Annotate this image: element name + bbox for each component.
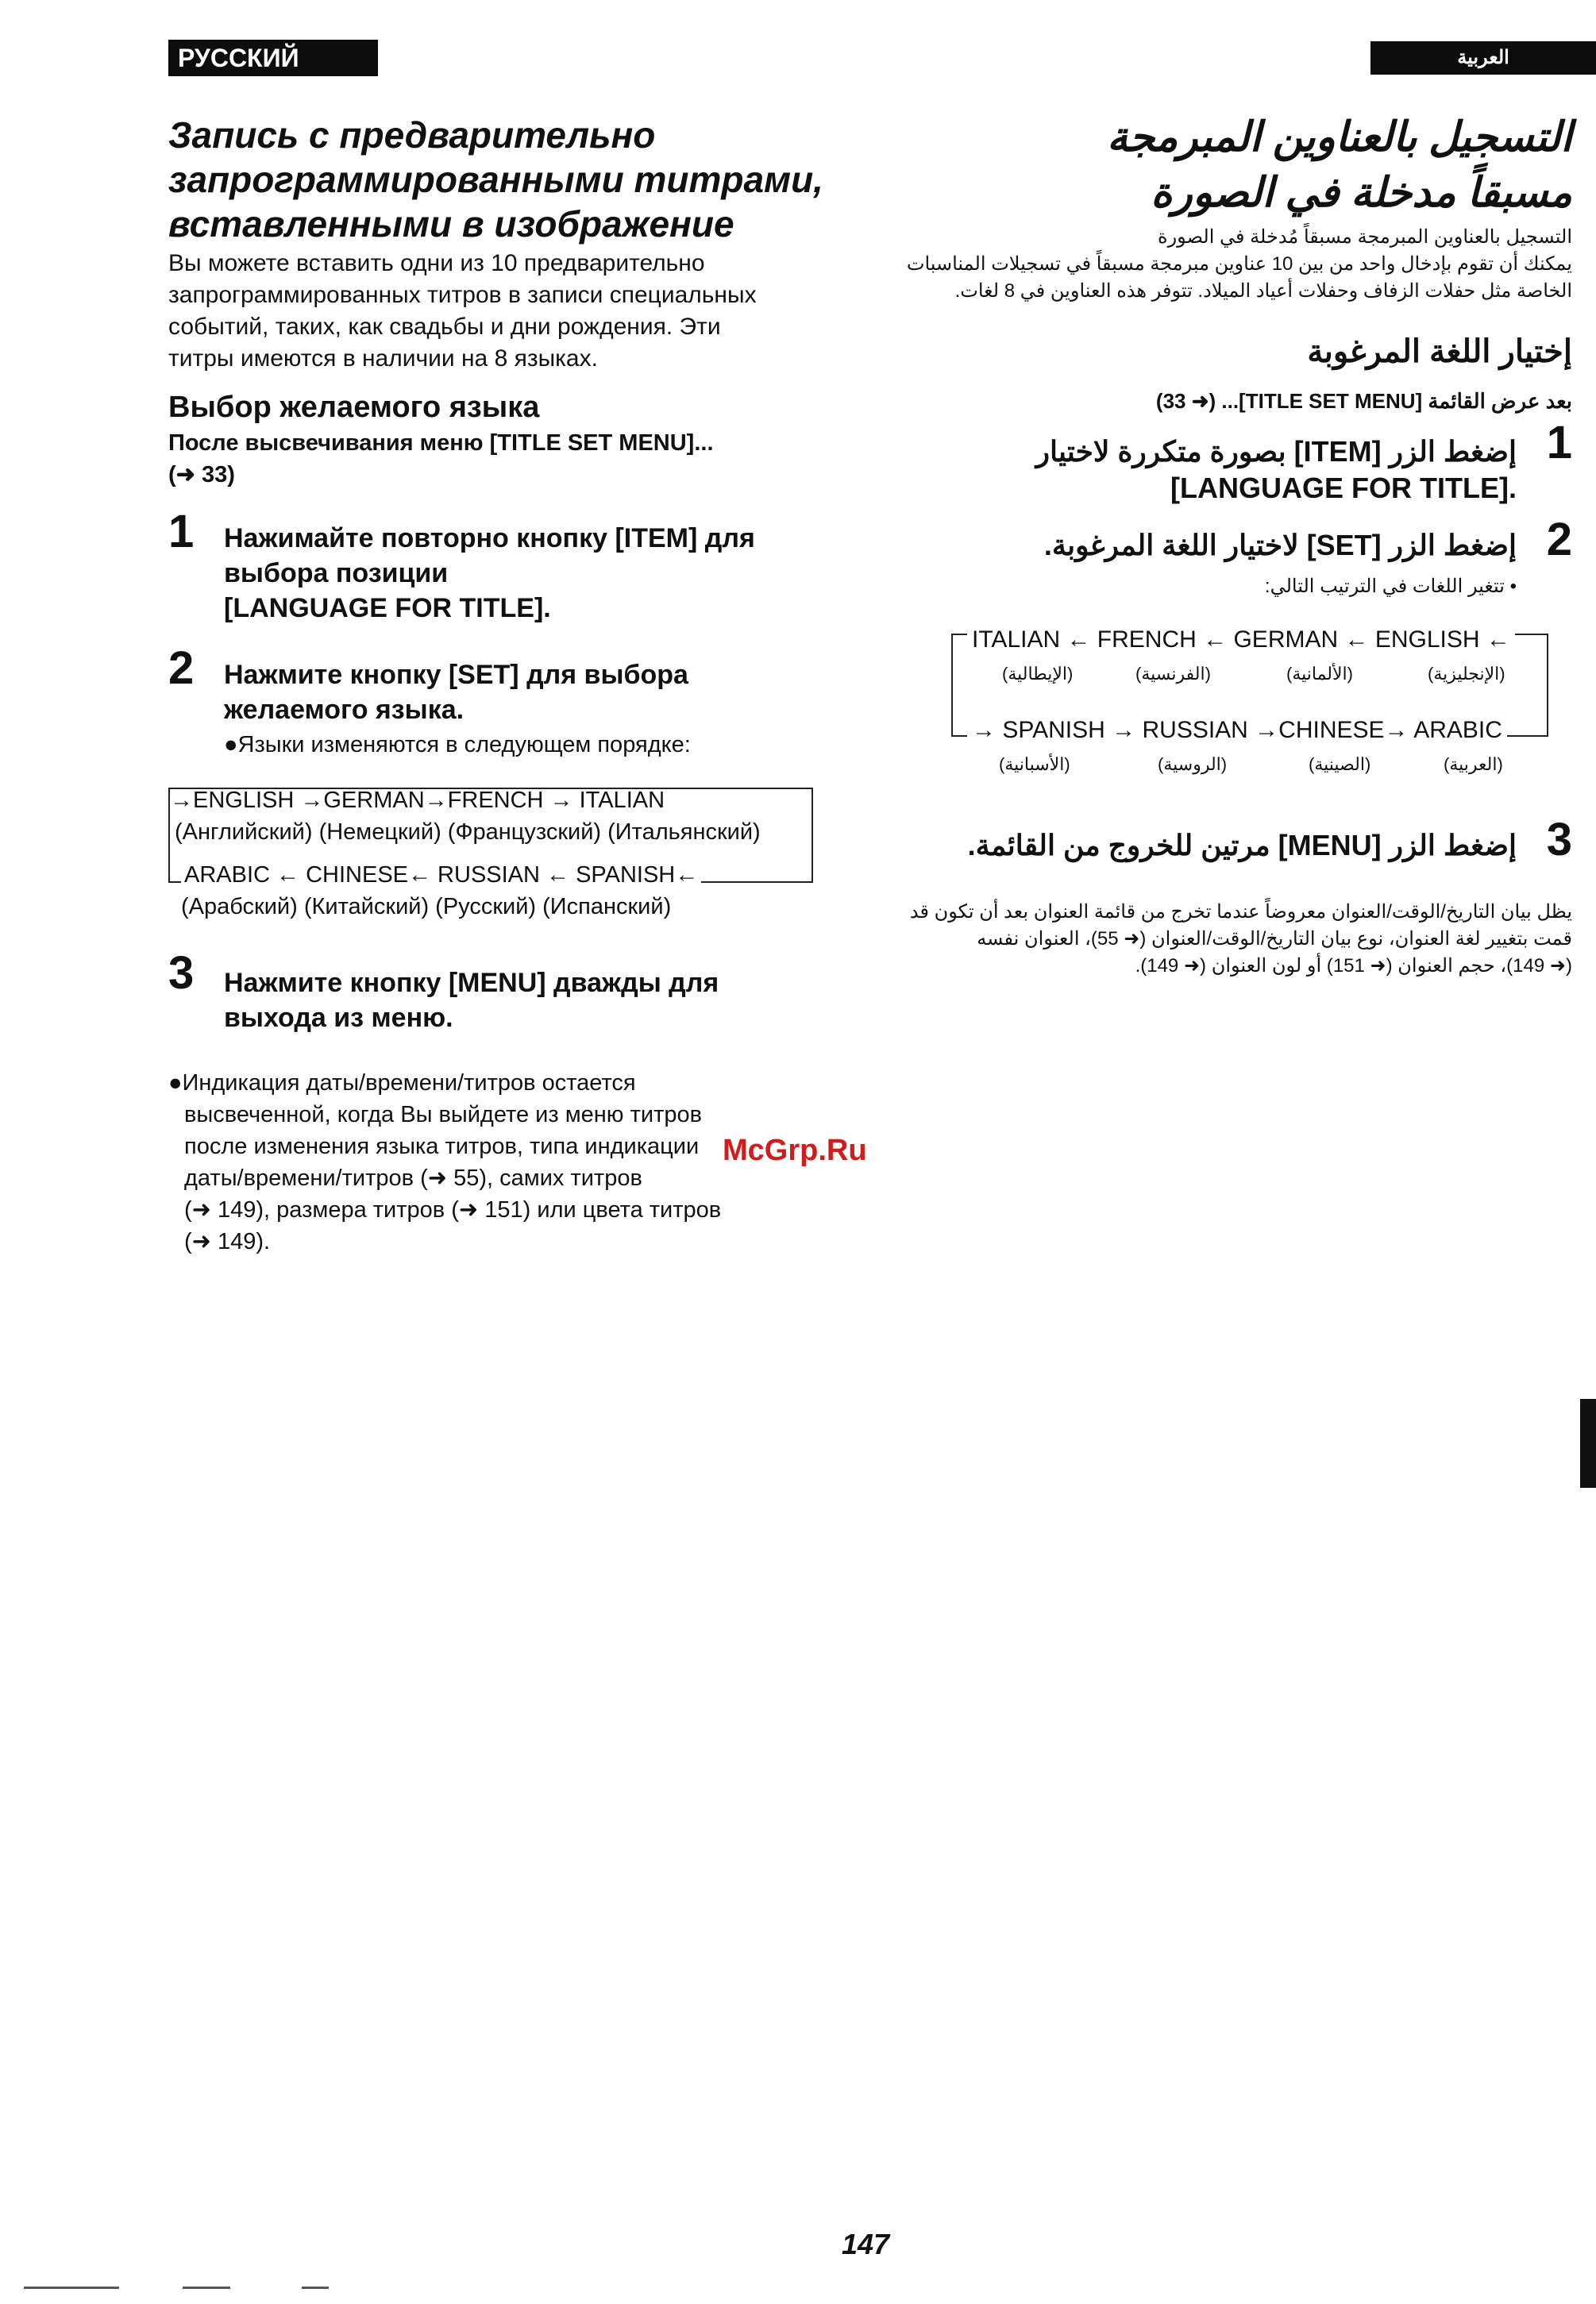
note-line: высвеченной, когда Вы выйдете из меню титров bbox=[184, 1102, 703, 1127]
note-line: قمت بتغيير لغة العنوان، نوع بيان التاريخ/الوقت/العنوان (➜ 55)، العنوان نفسه bbox=[977, 928, 1572, 950]
step-2-instruction bbox=[224, 657, 859, 727]
intro-line: запрограммированных титров в записи специальных bbox=[168, 282, 757, 308]
step-line: .[LANGUAGE FOR TITLE] bbox=[1170, 472, 1517, 504]
step-number-2: 2 bbox=[168, 642, 195, 694]
language-tab-arabic: العربية bbox=[1370, 41, 1596, 75]
bottom-rule bbox=[302, 2287, 329, 2289]
step-3-instruction bbox=[224, 965, 859, 1035]
note-line: после изменения языка титров, типа индикации bbox=[184, 1134, 700, 1159]
step-1-instruction bbox=[224, 521, 859, 626]
language-sub-label: (الإنجليزية) bbox=[1428, 664, 1505, 684]
step-number-1-arabic: 1 bbox=[1546, 417, 1572, 468]
note-line: يظل بيان التاريخ/الوقت/العنوان معروضاً عندما تخرج من قائمة العنوان بعد أن تكون قد bbox=[909, 901, 1572, 923]
section-heading-russian: Выбор желаемого языка bbox=[168, 391, 540, 424]
edge-index-tab bbox=[1580, 1399, 1596, 1488]
watermark: McGrp.Ru bbox=[723, 1134, 867, 1167]
page-title-arabic bbox=[858, 110, 1572, 221]
title-line: вставленными в изображение bbox=[168, 203, 734, 245]
note-text-arabic bbox=[873, 899, 1572, 980]
note-line: (➜ 149), размера титров (➜ 151) или цвета титров bbox=[184, 1197, 722, 1223]
language-sequence-row: → SPANISH → RUSSIAN →CHINESE→ ARABIC bbox=[967, 716, 1507, 745]
page-number: 147 bbox=[842, 2228, 890, 2260]
after-menu-text-arabic: بعد عرض القائمة [TITLE SET MENU]... (➜ 33) bbox=[1155, 389, 1572, 413]
step-number-1: 1 bbox=[168, 506, 195, 557]
bottom-rule bbox=[183, 2287, 230, 2289]
language-sub-label: (الفرنسية) bbox=[1135, 664, 1211, 684]
after-menu-text: После высвечивания меню [TITLE SET MENU]... bbox=[168, 430, 714, 456]
language-sequence-row: →ENGLISH →GERMAN→FRENCH → ITALIAN bbox=[170, 788, 665, 813]
note-line: ●Индикация даты/времени/титров остается bbox=[168, 1070, 636, 1096]
language-sub-label: (الصينية) bbox=[1309, 754, 1371, 774]
note-line: (➜ 149)، حجم العنوان (➜ 151) أو لون العنوان (➜ 149). bbox=[1135, 955, 1572, 977]
step-1-instruction-arabic bbox=[897, 433, 1517, 507]
section-heading-arabic: إختيار اللغة المرغوبة bbox=[1307, 334, 1572, 369]
intro-text-arabic bbox=[873, 224, 1572, 305]
language-sub-label: (الألمانية) bbox=[1286, 664, 1353, 684]
step-line: [LANGUAGE FOR TITLE]. bbox=[224, 593, 551, 623]
page-title-russian bbox=[168, 113, 883, 246]
step-line: выхода из меню. bbox=[224, 1003, 453, 1033]
language-sub-label: (الروسية) bbox=[1158, 754, 1228, 774]
step-2-instruction-arabic: إضغط الزر [SET] لاختيار اللغة المرغوبة. bbox=[1043, 529, 1517, 561]
step-line: Нажмите кнопку [MENU] дважды для bbox=[224, 968, 719, 998]
step-line: желаемого языка. bbox=[224, 695, 465, 725]
step-number-2-arabic: 2 bbox=[1546, 514, 1572, 565]
language-sub-label: (العربية) bbox=[1444, 754, 1503, 774]
step-number-3: 3 bbox=[168, 947, 195, 999]
step-2-note: ●Языки изменяются в следующем порядке: bbox=[224, 732, 691, 757]
step-3-instruction-arabic: إضغط الزر [MENU] مرتين للخروج من القائمة. bbox=[967, 829, 1517, 861]
step-line: Нажимайте повторно кнопку [ITEM] для bbox=[224, 523, 755, 553]
note-line: даты/времени/титров (➜ 55), самих титров bbox=[184, 1165, 642, 1191]
step-number-3-arabic: 3 bbox=[1546, 814, 1572, 865]
language-sequence-row: ARABIC ← CHINESE← RUSSIAN ← SPANISH← bbox=[181, 861, 701, 889]
step-line: إضغط الزر [ITEM] بصورة متكررة لاختيار bbox=[1035, 435, 1517, 468]
title-line: التسجيل بالعناوين المبرمجة bbox=[1107, 114, 1572, 160]
intro-text-russian bbox=[168, 248, 883, 375]
intro-line: يمكنك أن تقوم بإدخال واحد من بين 10 عناوين مبرمجة مسبقاً في تسجيلات المناسبات bbox=[906, 253, 1572, 275]
language-sub-label: (الأسبانية) bbox=[999, 754, 1070, 774]
intro-line: التسجيل بالعناوين المبرمجة مسبقاً مُدخلة في الصورة bbox=[1158, 226, 1572, 248]
intro-line: الخاصة مثل حفلات الزفاف وحفلات أعياد الميلاد. تتوفر هذه العناوين في 8 لغات. bbox=[954, 280, 1572, 302]
language-sequence-row: ITALIAN ← FRENCH ← GERMAN ← ENGLISH ← bbox=[967, 626, 1515, 654]
step-line: выбора позиции bbox=[224, 558, 449, 588]
step-line: Нажмите кнопку [SET] для выбора bbox=[224, 660, 688, 690]
intro-line: Вы можете вставить одни из 10 предварительно bbox=[168, 250, 705, 276]
title-line: Запись с предварительно bbox=[168, 114, 656, 156]
bottom-rule bbox=[24, 2287, 119, 2289]
step-2-note-arabic: • تتغير اللغات في الترتيب التالي: bbox=[1264, 576, 1517, 597]
intro-line: событий, таких, как свадьбы и дни рождения. Эти bbox=[168, 314, 721, 340]
language-sequence-row: (Арабский) (Китайский) (Русский) (Испанский) bbox=[181, 894, 672, 919]
language-sub-label: (الإيطالية) bbox=[1002, 664, 1074, 684]
note-line: (➜ 149). bbox=[184, 1229, 271, 1254]
title-line: مسبقاً مدخلة في الصورة bbox=[1151, 170, 1572, 216]
language-sequence-row: (Английский) (Немецкий) (Французский) (Итальянский) bbox=[175, 819, 761, 845]
page-reference: (➜ 33) bbox=[168, 462, 235, 487]
intro-line: титры имеются в наличии на 8 языках. bbox=[168, 345, 598, 372]
language-tab-russian: РУССКИЙ ЯЗЫК bbox=[168, 40, 378, 76]
title-line: запрограммированными титрами, bbox=[168, 159, 823, 200]
